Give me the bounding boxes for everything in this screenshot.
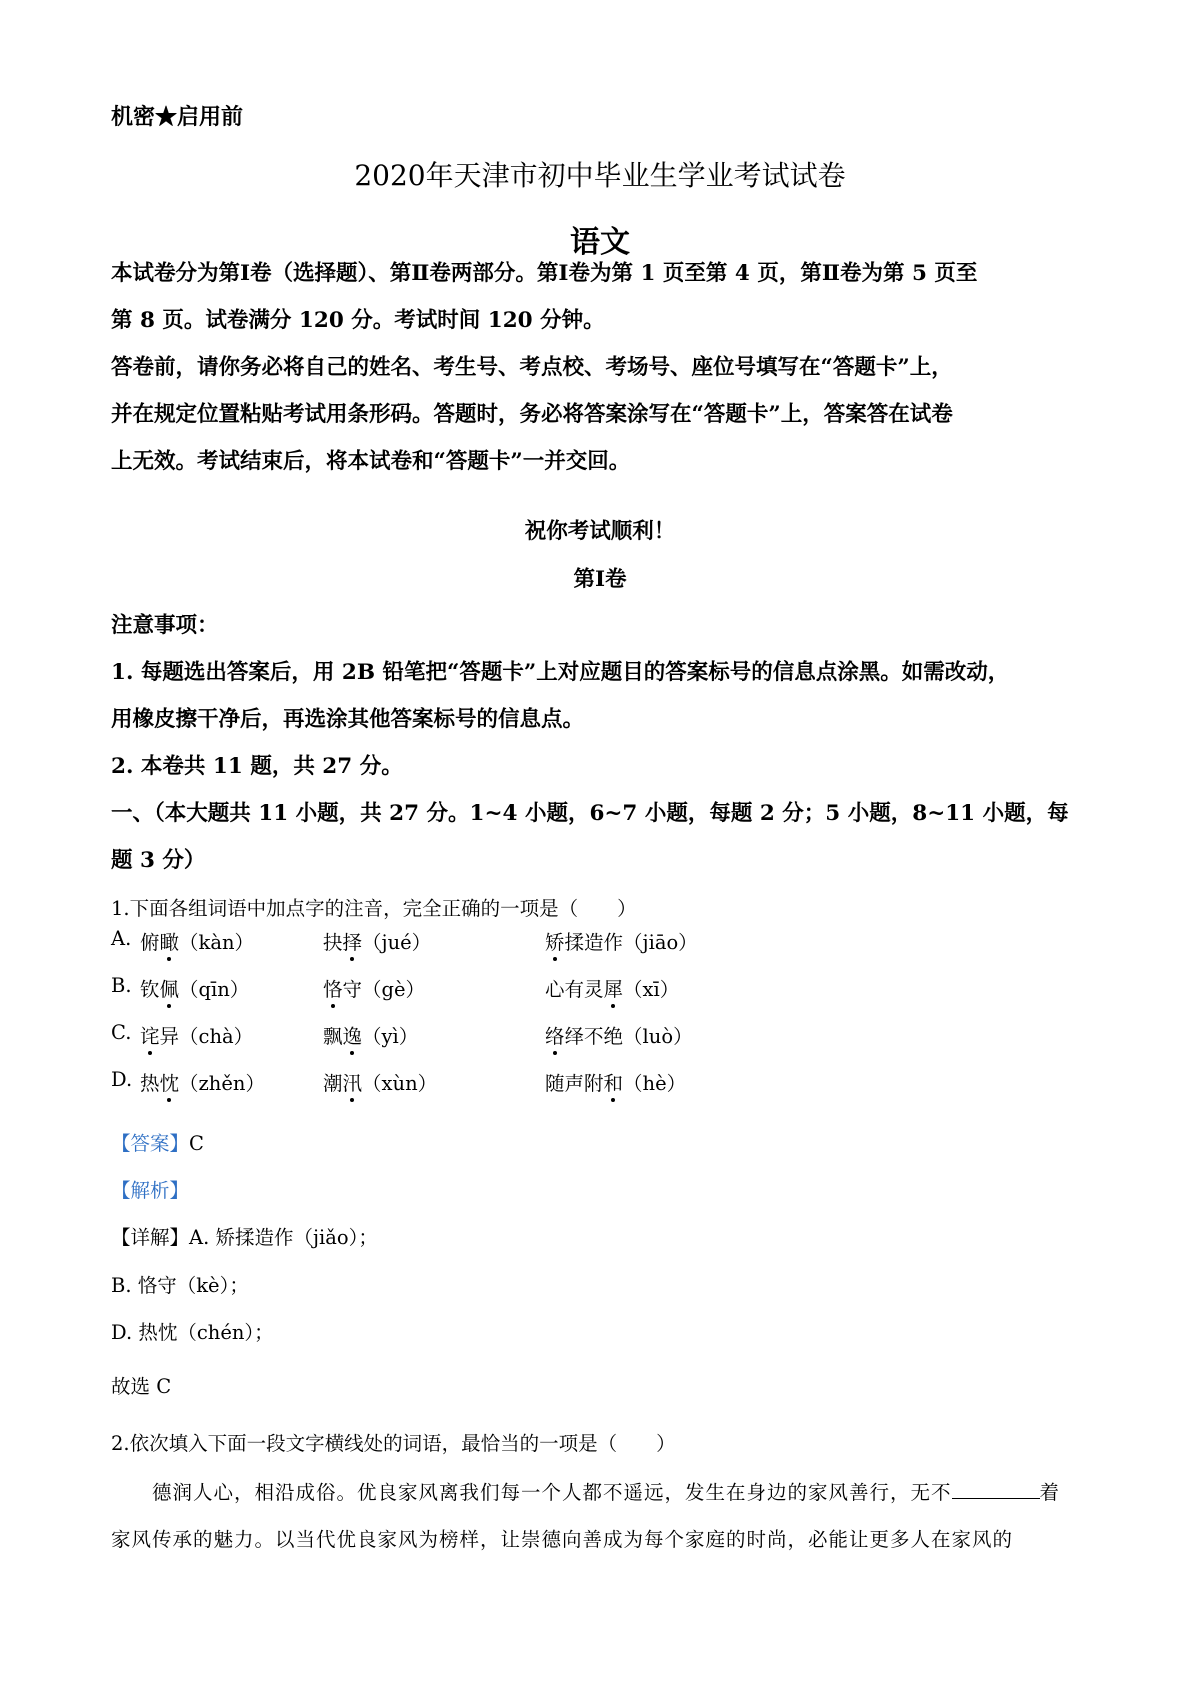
notes-line: 用橡皮擦干净后，再选涂其他答案标号的信息点。 <box>111 707 585 732</box>
wish-text: 祝你考试顺利！ <box>524 519 676 544</box>
emphasis-dot-char: 恪 <box>323 974 343 1002</box>
notes-line: 一、（本大题共 11 小题，共 27 分。1~4 小题，6~7 小题，每题 2 分；5 小题，8~11 小题，每 <box>111 801 1069 826</box>
option-word: 心有灵犀（xī） <box>545 974 679 1002</box>
passage-text: 着 <box>1039 1481 1061 1504</box>
question-1-stem: 1.下面各组词语中加点字的注音，完全正确的一项是（ ） <box>111 897 637 920</box>
pinyin: （luò） <box>623 1025 693 1048</box>
emphasis-dot-char: 络 <box>545 1021 565 1049</box>
option-label: B. <box>111 974 132 997</box>
passage-line: 家风传承的魅力。以当代优良家风为榜样，让崇德向善成为每个家庭的时尚，必能让更多人在家风的 <box>111 1528 1014 1551</box>
option-word: 热忱（zhěn） <box>140 1068 265 1096</box>
option-word: 矫揉造作（jiāo） <box>545 927 698 955</box>
pinyin: （xī） <box>623 978 680 1001</box>
option-label: D. <box>111 1068 133 1091</box>
emphasis-dot-char: 汛 <box>343 1068 363 1096</box>
answer-value: C <box>189 1132 204 1155</box>
emphasis-dot-char: 佩 <box>160 974 180 1002</box>
option-word: 抉择（jué） <box>323 927 431 955</box>
passage-line <box>152 1477 1060 1505</box>
exam-title: 2020年天津市初中毕业生学业考试试卷 <box>354 159 846 192</box>
intro-line: 答卷前，请你务必将自己的姓名、考生号、考点校、考场号、座位号填写在“答题卡”上， <box>111 355 953 380</box>
fill-blank <box>952 1480 1040 1499</box>
option-word: 恪守（gè） <box>323 974 425 1002</box>
intro-paragraph <box>111 250 977 485</box>
passage-text: 德润人心，相沿成俗。优良家风离我们每一个人都不遥远，发生在身边的家风善行，无不 <box>152 1481 952 1504</box>
detail-line: D. 热忱（chén）； <box>111 1321 274 1344</box>
emphasis-dot-char: 诧 <box>140 1021 160 1049</box>
pinyin: （qīn） <box>179 978 250 1001</box>
intro-line: 并在规定位置粘贴考试用条形码。答题时，务必将答案涂写在“答题卡”上，答案答在试卷 <box>111 402 953 427</box>
emphasis-dot-char: 瞰 <box>160 927 180 955</box>
detail-line: 【详解】A. 矫揉造作（jiǎo）； <box>111 1226 378 1249</box>
notes-section <box>111 602 1069 884</box>
subject-title: 语文 <box>570 225 630 260</box>
emphasis-dot-char: 犀 <box>604 974 624 1002</box>
option-word: 潮汛（xùn） <box>323 1068 437 1096</box>
emphasis-dot-char: 和 <box>604 1068 624 1096</box>
notes-line: 题 3 分） <box>111 848 206 873</box>
pinyin: （jué） <box>362 931 432 954</box>
option-word: 飘逸（yì） <box>323 1021 418 1049</box>
notes-heading: 注意事项： <box>111 613 219 638</box>
detail-line: B. 恪守（kè）； <box>111 1274 249 1297</box>
notes-line: 2. 本卷共 11 题，共 27 分。 <box>111 754 403 779</box>
intro-line: 上无效。考试结束后，将本试卷和“答题卡”一并交回。 <box>111 449 631 474</box>
option-word: 钦佩（qīn） <box>140 974 249 1002</box>
intro-line: 本试卷分为第Ⅰ卷（选择题）、第Ⅱ卷两部分。第Ⅰ卷为第 1 页至第 4 页，第Ⅱ卷为第 5 页至 <box>111 261 978 286</box>
pinyin: （hè） <box>623 1072 687 1095</box>
conclusion-line: 故选 C <box>111 1375 172 1398</box>
pinyin: （kàn） <box>179 931 255 954</box>
intro-line: 第 8 页。试卷满分 120 分。考试时间 120 分钟。 <box>111 308 605 333</box>
pinyin: （zhěn） <box>179 1072 265 1095</box>
option-label: C. <box>111 1021 132 1044</box>
option-word: 络绎不绝（luò） <box>545 1021 693 1049</box>
answer-tag: 【答案】 <box>111 1132 190 1155</box>
option-word: 诧异（chà） <box>140 1021 253 1049</box>
option-word: 随声附和（hè） <box>545 1068 686 1096</box>
emphasis-dot-char: 忱 <box>160 1068 180 1096</box>
pinyin: （jiāo） <box>623 931 698 954</box>
pinyin: （chà） <box>179 1025 254 1048</box>
analysis-tag: 【解析】 <box>111 1179 190 1202</box>
emphasis-dot-char: 择 <box>343 927 363 955</box>
volume-heading: 第Ⅰ卷 <box>573 567 627 592</box>
emphasis-dot-char: 矫 <box>545 927 565 955</box>
option-word: 俯瞰（kàn） <box>140 927 254 955</box>
pinyin: （xùn） <box>362 1072 438 1095</box>
notes-line: 1. 每题选出答案后，用 2B 铅笔把“答题卡”上对应题目的答案标号的信息点涂黑。如需改动， <box>111 660 1010 685</box>
option-label: A. <box>111 927 132 950</box>
pinyin: （gè） <box>362 978 426 1001</box>
pinyin: （yì） <box>362 1025 419 1048</box>
question-2-stem: 2.依次填入下面一段文字横线处的词语，最恰当的一项是（ ） <box>111 1432 676 1455</box>
emphasis-dot-char: 逸 <box>343 1021 363 1049</box>
confidential-label: 机密★启用前 <box>111 104 244 130</box>
answer-line <box>111 1128 204 1156</box>
